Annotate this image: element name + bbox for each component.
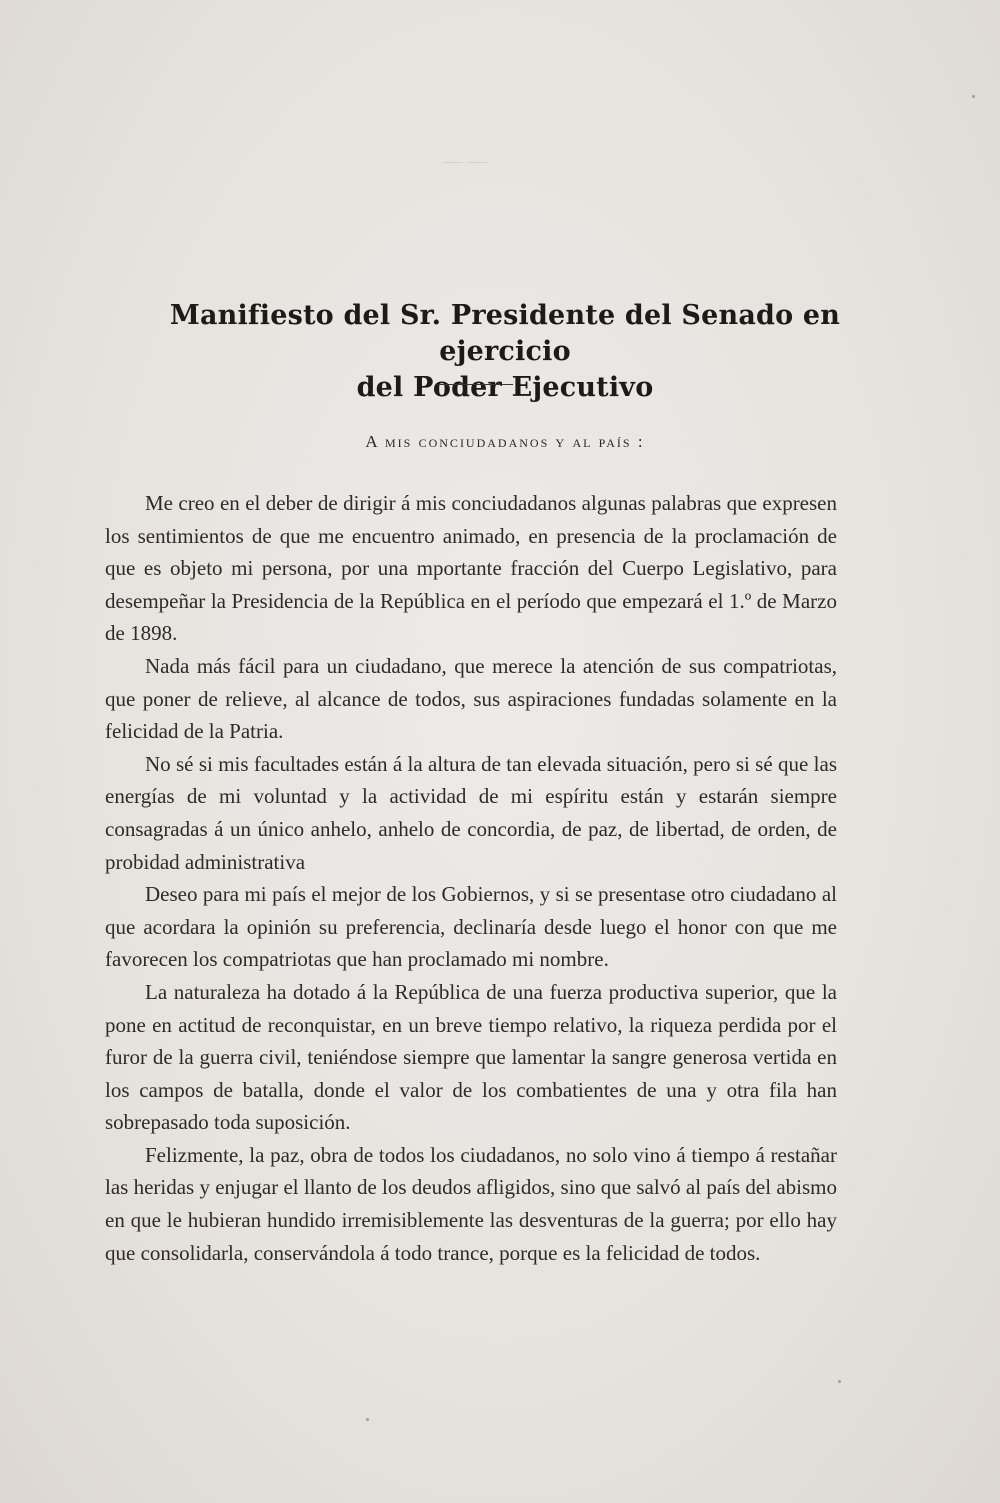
manifesto-body: [105, 487, 837, 1269]
salutation: A mis conciudadanos y al país :: [365, 432, 645, 451]
title-divider: [437, 384, 513, 385]
paragraph: Me creo en el deber de dirigir á mis conciudadanos algunas palabras que expresen los sentimientos de que me encuentro animado, en presencia de la proclamación de que es objeto mi persona, por una mportante fracción del Cuerpo Legislativo, para desempeñar la Presidencia de la República en el período que empezará el 1.º de Marzo de 1898.: [105, 491, 837, 646]
scan-speck: [366, 1418, 369, 1421]
title-line-2: del Poder Ejecutivo: [356, 372, 654, 403]
scan-speck: [972, 95, 975, 98]
paragraph: Felizmente, la paz, obra de todos los ciudadanos, no solo vino á tiempo á restañar las heridas y enjugar el llanto de los deudos afligidos, sino que salvó al país del abismo en que le hubieran hundido irremisiblemente las desventuras de la guerra; por ello hay que consolidarla, conservándola á todo trance, porque es la felicidad de todos.: [105, 1142, 837, 1265]
document-title: [100, 298, 910, 406]
paragraph: Deseo para mi país el mejor de los Gobiernos, y si se presentase otro ciudadano al que acordara la opinión su preferencia, declinaría desde luego el honor con que me favorecen los compatriotas que han proclamado mi nombre.: [105, 882, 837, 972]
paragraph: No sé si mis facultades están á la altura de tan elevada situación, pero si sé que las energías de mi voluntad y la actividad de mi espíritu están y estarán siempre consagradas á un único anhelo, anhelo de concordia, de paz, de libertad, de orden, de probidad administrativa: [105, 751, 837, 874]
paragraph: Nada más fácil para un ciudadano, que merece la atención de sus compatriotas, que poner de relieve, al alcance de todos, sus aspiraciones fundadas solamente en la felicidad de la Patria.: [105, 653, 837, 744]
bleed-through-mark: — —: [442, 150, 488, 172]
title-line-1: Manifiesto del Sr. Presidente del Senado en ejercicio: [169, 300, 841, 367]
paragraph: La naturaleza ha dotado á la República de una fuerza productiva superior, que la pone en actitud de reconquistar, en un breve tiempo relativo, la riqueza perdida por el furor de la guerra civil, teniéndose siempre que lamentar la sangre generosa vertida en los campos de batalla, donde el valor de los combatientes de una y otra fila han sobrepasado toda suposición.: [105, 979, 837, 1135]
scan-speck: [838, 1380, 841, 1383]
